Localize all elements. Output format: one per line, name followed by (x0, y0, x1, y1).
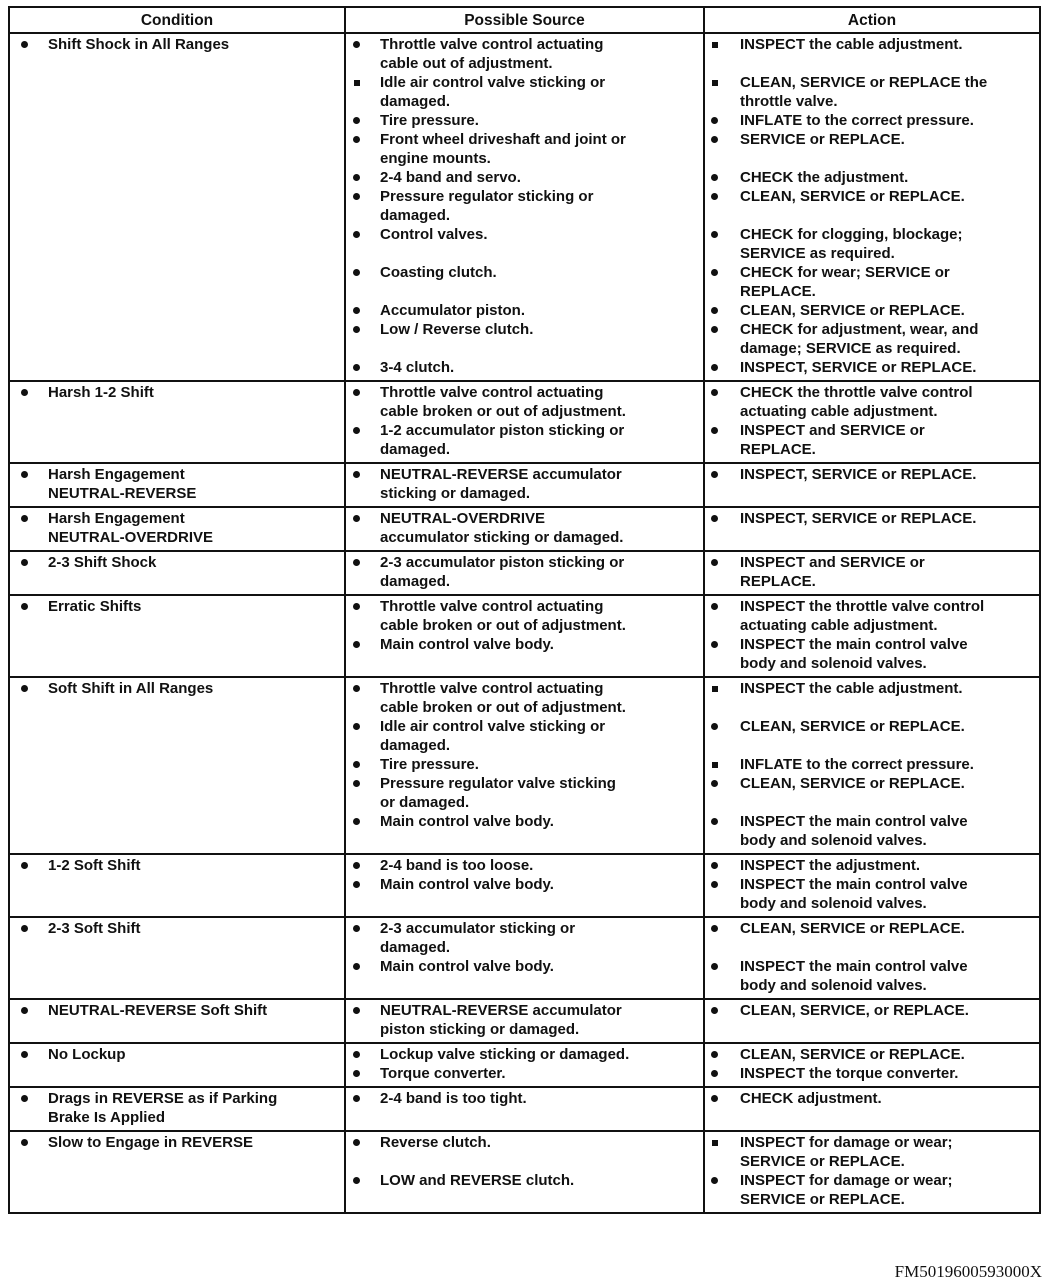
condition-line (10, 1089, 344, 1127)
source-cell (345, 33, 704, 381)
action-line (705, 263, 1039, 301)
source-line (346, 597, 703, 635)
source-cell (345, 999, 704, 1043)
table-row (9, 999, 1040, 1043)
source-line (346, 421, 703, 459)
action-line (705, 919, 1039, 957)
source-line (346, 465, 703, 503)
source-text: 2-4 band and servo. (380, 169, 521, 186)
bullet-icon (352, 263, 362, 282)
bullet-icon (352, 225, 362, 244)
bullet-icon (20, 919, 30, 938)
source-line (346, 875, 703, 913)
source-cell (345, 917, 704, 999)
source-line (346, 755, 703, 774)
action-line (705, 1133, 1039, 1171)
bullet-icon (710, 755, 720, 774)
action-text: CHECK the adjustment. (740, 169, 909, 186)
action-text: INSPECT the main control valve body and solenoid valves. (740, 958, 968, 994)
action-text: INSPECT the main control valve body and solenoid valves. (740, 876, 968, 912)
action-cell (704, 999, 1040, 1043)
bullet-icon (710, 383, 720, 402)
action-text: INSPECT the main control valve body and solenoid valves. (740, 636, 968, 672)
condition-cell (9, 1087, 345, 1131)
bullet-icon (352, 717, 362, 736)
action-text: INSPECT the cable adjustment. (740, 36, 963, 53)
bullet-icon (710, 1089, 720, 1108)
bullet-icon (352, 187, 362, 206)
condition-cell (9, 917, 345, 999)
bullet-icon (352, 111, 362, 130)
bullet-icon (20, 1089, 30, 1108)
table-row (9, 677, 1040, 854)
condition-text: NEUTRAL-REVERSE Soft Shift (48, 1002, 268, 1019)
header-condition: Condition (9, 7, 345, 33)
bullet-icon (352, 679, 362, 698)
action-text: INSPECT the adjustment. (740, 857, 921, 874)
source-line (346, 1133, 703, 1171)
bullet-icon (20, 1133, 30, 1152)
source-text: Tire pressure. (380, 756, 479, 773)
bullet-icon (20, 35, 30, 54)
action-line (705, 187, 1039, 225)
condition-line (10, 553, 344, 572)
action-line (705, 111, 1039, 130)
source-text: Accumulator piston. (380, 302, 526, 319)
action-cell (704, 854, 1040, 917)
action-text: CHECK for wear; SERVICE or REPLACE. (740, 264, 950, 300)
source-cell (345, 595, 704, 677)
source-line (346, 383, 703, 421)
source-cell (345, 551, 704, 595)
bullet-icon (710, 919, 720, 938)
condition-cell (9, 33, 345, 381)
source-line (346, 263, 703, 301)
action-line (705, 130, 1039, 168)
source-text: Pressure regulator valve sticking or damaged. (380, 775, 616, 811)
action-line (705, 225, 1039, 263)
action-text: CLEAN, SERVICE or REPLACE the throttle valve. (740, 74, 988, 110)
source-text: Main control valve body. (380, 813, 554, 830)
condition-text: Shift Shock in All Ranges (48, 36, 230, 53)
source-text: Throttle valve control actuating cable out of adjustment. (380, 36, 604, 72)
source-line (346, 553, 703, 591)
bullet-icon (710, 553, 720, 572)
bullet-icon (352, 812, 362, 831)
source-cell (345, 463, 704, 507)
condition-text: 2-3 Soft Shift (48, 920, 141, 937)
action-line (705, 35, 1039, 73)
bullet-icon (20, 1001, 30, 1020)
source-text: Main control valve body. (380, 636, 554, 653)
action-text: INSPECT, SERVICE or REPLACE. (740, 510, 977, 527)
source-text: Throttle valve control actuating cable broken or out of adjustment. (380, 680, 626, 716)
action-text: INSPECT the torque converter. (740, 1065, 959, 1082)
bullet-icon (710, 358, 720, 377)
condition-line (10, 1045, 344, 1064)
action-line (705, 635, 1039, 673)
bullet-icon (710, 679, 720, 698)
bullet-icon (352, 383, 362, 402)
source-cell (345, 381, 704, 463)
condition-line (10, 383, 344, 402)
source-text: Front wheel driveshaft and joint or engine mounts. (380, 131, 626, 167)
source-text: Reverse clutch. (380, 1134, 491, 1151)
action-text: CHECK for adjustment, wear, and damage; SERVICE as required. (740, 321, 979, 357)
bullet-icon (352, 774, 362, 793)
source-text: NEUTRAL-OVERDRIVE accumulator sticking or damaged. (380, 510, 624, 546)
bullet-icon (352, 875, 362, 894)
bullet-icon (710, 1064, 720, 1083)
condition-line (10, 597, 344, 616)
condition-line (10, 919, 344, 938)
diagnosis-table (8, 6, 1041, 1214)
action-cell (704, 677, 1040, 854)
table-row (9, 1043, 1040, 1087)
bullet-icon (710, 1171, 720, 1190)
action-text: CLEAN, SERVICE or REPLACE. (740, 188, 965, 205)
action-text: SERVICE or REPLACE. (740, 131, 905, 148)
condition-line (10, 1133, 344, 1152)
bullet-icon (710, 225, 720, 244)
bullet-icon (710, 635, 720, 654)
source-text: Coasting clutch. (380, 264, 497, 281)
action-line (705, 774, 1039, 812)
action-text: INSPECT for damage or wear; SERVICE or REPLACE. (740, 1172, 953, 1208)
bullet-icon (352, 358, 362, 377)
bullet-icon (20, 553, 30, 572)
bullet-icon (710, 465, 720, 484)
bullet-icon (352, 919, 362, 938)
condition-text: Drags in REVERSE as if Parking Brake Is Applied (48, 1090, 278, 1126)
source-line (346, 35, 703, 73)
bullet-icon (710, 1045, 720, 1064)
figure-id: FM5019600593000X (894, 1262, 1042, 1281)
bullet-icon (352, 1001, 362, 1020)
bullet-icon (352, 856, 362, 875)
action-line (705, 1045, 1039, 1064)
source-text: 2-3 accumulator sticking or damaged. (380, 920, 576, 956)
source-cell (345, 1043, 704, 1087)
condition-cell (9, 463, 345, 507)
table-row (9, 551, 1040, 595)
action-line (705, 856, 1039, 875)
source-line (346, 1089, 703, 1108)
condition-line (10, 465, 344, 503)
bullet-icon (352, 421, 362, 440)
action-cell (704, 1043, 1040, 1087)
action-cell (704, 381, 1040, 463)
action-text: CLEAN, SERVICE or REPLACE. (740, 775, 965, 792)
action-cell (704, 1131, 1040, 1213)
bullet-icon (352, 73, 362, 92)
action-text: CLEAN, SERVICE or REPLACE. (740, 1046, 965, 1063)
source-text: Torque converter. (380, 1065, 506, 1082)
condition-line (10, 35, 344, 54)
condition-cell (9, 381, 345, 463)
source-line (346, 717, 703, 755)
action-text: CHECK for clogging, blockage; SERVICE as required. (740, 226, 963, 262)
condition-cell (9, 551, 345, 595)
bullet-icon (710, 187, 720, 206)
condition-line (10, 679, 344, 698)
table-row (9, 854, 1040, 917)
source-line (346, 130, 703, 168)
source-text: LOW and REVERSE clutch. (380, 1172, 575, 1189)
condition-text: Soft Shift in All Ranges (48, 680, 214, 697)
bullet-icon (352, 635, 362, 654)
source-line (346, 1064, 703, 1083)
action-text: CLEAN, SERVICE, or REPLACE. (740, 1002, 969, 1019)
action-text: INSPECT the cable adjustment. (740, 680, 963, 697)
bullet-icon (710, 856, 720, 875)
action-line (705, 1001, 1039, 1039)
bullet-icon (710, 35, 720, 54)
source-text: 1-2 accumulator piston sticking or damaged. (380, 422, 625, 458)
condition-text: 1-2 Soft Shift (48, 857, 141, 874)
source-line (346, 812, 703, 850)
bullet-icon (20, 597, 30, 616)
bullet-icon (352, 597, 362, 616)
action-line (705, 1064, 1039, 1083)
bullet-icon (710, 130, 720, 149)
condition-cell (9, 507, 345, 551)
table-row (9, 595, 1040, 677)
source-text: 2-4 band is too loose. (380, 857, 534, 874)
bullet-icon (710, 263, 720, 282)
bullet-icon (352, 957, 362, 976)
action-line (705, 875, 1039, 913)
condition-cell (9, 595, 345, 677)
bullet-icon (20, 383, 30, 402)
source-line (346, 187, 703, 225)
action-line (705, 465, 1039, 503)
source-text: Throttle valve control actuating cable broken or out of adjustment. (380, 384, 626, 420)
action-line (705, 358, 1039, 377)
source-text: Low / Reverse clutch. (380, 321, 534, 338)
bullet-icon (352, 320, 362, 339)
source-line (346, 919, 703, 957)
action-line (705, 383, 1039, 421)
bullet-icon (352, 168, 362, 187)
bullet-icon (710, 812, 720, 831)
action-text: INFLATE to the correct pressure. (740, 756, 974, 773)
source-text: Idle air control valve sticking or damaged. (380, 718, 606, 754)
condition-cell (9, 854, 345, 917)
condition-text: Harsh 1-2 Shift (48, 384, 154, 401)
action-line (705, 717, 1039, 755)
condition-line (10, 509, 344, 547)
source-line (346, 73, 703, 111)
bullet-icon (710, 717, 720, 736)
source-line (346, 679, 703, 717)
action-text: CLEAN, SERVICE or REPLACE. (740, 302, 965, 319)
action-cell (704, 917, 1040, 999)
bullet-icon (20, 1045, 30, 1064)
source-line (346, 358, 703, 377)
action-line (705, 509, 1039, 547)
action-line (705, 679, 1039, 717)
action-line (705, 320, 1039, 358)
bullet-icon (710, 421, 720, 440)
table-row (9, 381, 1040, 463)
source-line (346, 774, 703, 812)
bullet-icon (710, 774, 720, 793)
bullet-icon (710, 597, 720, 616)
bullet-icon (352, 35, 362, 54)
action-text: INSPECT, SERVICE or REPLACE. (740, 359, 977, 376)
source-cell (345, 507, 704, 551)
action-text: INSPECT, SERVICE or REPLACE. (740, 466, 977, 483)
bullet-icon (710, 1001, 720, 1020)
action-line (705, 1089, 1039, 1108)
source-line (346, 509, 703, 547)
source-line (346, 111, 703, 130)
action-line (705, 597, 1039, 635)
action-text: INSPECT the throttle valve control actuating cable adjustment. (740, 598, 985, 634)
condition-text: 2-3 Shift Shock (48, 554, 157, 571)
table-row (9, 463, 1040, 507)
action-text: CLEAN, SERVICE or REPLACE. (740, 718, 965, 735)
condition-text: Harsh Engagement NEUTRAL-OVERDRIVE (48, 510, 214, 546)
action-text: INSPECT and SERVICE or REPLACE. (740, 554, 925, 590)
bullet-icon (710, 875, 720, 894)
condition-text: No Lockup (48, 1046, 126, 1063)
source-text: Control valves. (380, 226, 488, 243)
source-text: Lockup valve sticking or damaged. (380, 1046, 630, 1063)
table-row (9, 917, 1040, 999)
table-row (9, 507, 1040, 551)
condition-text: Harsh Engagement NEUTRAL-REVERSE (48, 466, 197, 502)
condition-line (10, 856, 344, 875)
action-cell (704, 463, 1040, 507)
action-line (705, 1171, 1039, 1209)
bullet-icon (20, 465, 30, 484)
action-line (705, 553, 1039, 591)
source-line (346, 301, 703, 320)
action-cell (704, 551, 1040, 595)
action-text: CHECK adjustment. (740, 1090, 882, 1107)
condition-text: Erratic Shifts (48, 598, 142, 615)
source-cell (345, 1087, 704, 1131)
table-body (9, 33, 1040, 1213)
bullet-icon (352, 301, 362, 320)
bullet-icon (352, 755, 362, 774)
condition-cell (9, 999, 345, 1043)
action-line (705, 421, 1039, 459)
source-cell (345, 677, 704, 854)
bullet-icon (352, 1064, 362, 1083)
action-text: CLEAN, SERVICE or REPLACE. (740, 920, 965, 937)
source-line (346, 856, 703, 875)
action-line (705, 812, 1039, 850)
action-cell (704, 507, 1040, 551)
source-line (346, 1171, 703, 1209)
source-text: 3-4 clutch. (380, 359, 455, 376)
header-possible-source: Possible Source (345, 7, 704, 33)
source-text: 2-3 accumulator piston sticking or damaged. (380, 554, 625, 590)
table-row (9, 1131, 1040, 1213)
source-text: 2-4 band is too tight. (380, 1090, 527, 1107)
bullet-icon (710, 320, 720, 339)
source-text: Pressure regulator sticking or damaged. (380, 188, 594, 224)
bullet-icon (352, 130, 362, 149)
bullet-icon (20, 856, 30, 875)
source-text: Idle air control valve sticking or damaged. (380, 74, 606, 110)
diagnosis-document (8, 6, 1039, 1214)
bullet-icon (352, 1045, 362, 1064)
action-line (705, 957, 1039, 995)
bullet-icon (352, 509, 362, 528)
source-text: Throttle valve control actuating cable broken or out of adjustment. (380, 598, 626, 634)
source-line (346, 1045, 703, 1064)
bullet-icon (710, 168, 720, 187)
condition-cell (9, 1043, 345, 1087)
source-text: Tire pressure. (380, 112, 479, 129)
source-line (346, 168, 703, 187)
table-row (9, 33, 1040, 381)
action-cell (704, 595, 1040, 677)
condition-text: Slow to Engage in REVERSE (48, 1134, 254, 1151)
source-cell (345, 854, 704, 917)
action-text: INSPECT for damage or wear; SERVICE or REPLACE. (740, 1134, 953, 1170)
action-cell (704, 33, 1040, 381)
bullet-icon (352, 553, 362, 572)
bullet-icon (710, 957, 720, 976)
action-cell (704, 1087, 1040, 1131)
source-line (346, 1001, 703, 1039)
source-text: Main control valve body. (380, 876, 554, 893)
bullet-icon (710, 1133, 720, 1152)
source-text: NEUTRAL-REVERSE accumulator sticking or damaged. (380, 466, 622, 502)
bullet-icon (352, 465, 362, 484)
source-line (346, 225, 703, 263)
source-text: Main control valve body. (380, 958, 554, 975)
action-text: INSPECT and SERVICE or REPLACE. (740, 422, 925, 458)
bullet-icon (20, 509, 30, 528)
bullet-icon (352, 1171, 362, 1190)
bullet-icon (710, 73, 720, 92)
bullet-icon (20, 679, 30, 698)
table-header-row (9, 7, 1040, 33)
source-text: NEUTRAL-REVERSE accumulator piston sticking or damaged. (380, 1002, 622, 1038)
action-line (705, 755, 1039, 774)
source-cell (345, 1131, 704, 1213)
condition-line (10, 1001, 344, 1020)
action-line (705, 168, 1039, 187)
condition-cell (9, 677, 345, 854)
bullet-icon (710, 509, 720, 528)
source-line (346, 320, 703, 358)
source-line (346, 957, 703, 995)
table-row (9, 1087, 1040, 1131)
condition-cell (9, 1131, 345, 1213)
action-text: INFLATE to the correct pressure. (740, 112, 974, 129)
action-line (705, 73, 1039, 111)
action-text: INSPECT the main control valve body and solenoid valves. (740, 813, 968, 849)
header-action: Action (704, 7, 1040, 33)
bullet-icon (710, 111, 720, 130)
bullet-icon (352, 1089, 362, 1108)
action-text: CHECK the throttle valve control actuating cable adjustment. (740, 384, 973, 420)
source-line (346, 635, 703, 673)
bullet-icon (710, 301, 720, 320)
bullet-icon (352, 1133, 362, 1152)
action-line (705, 301, 1039, 320)
